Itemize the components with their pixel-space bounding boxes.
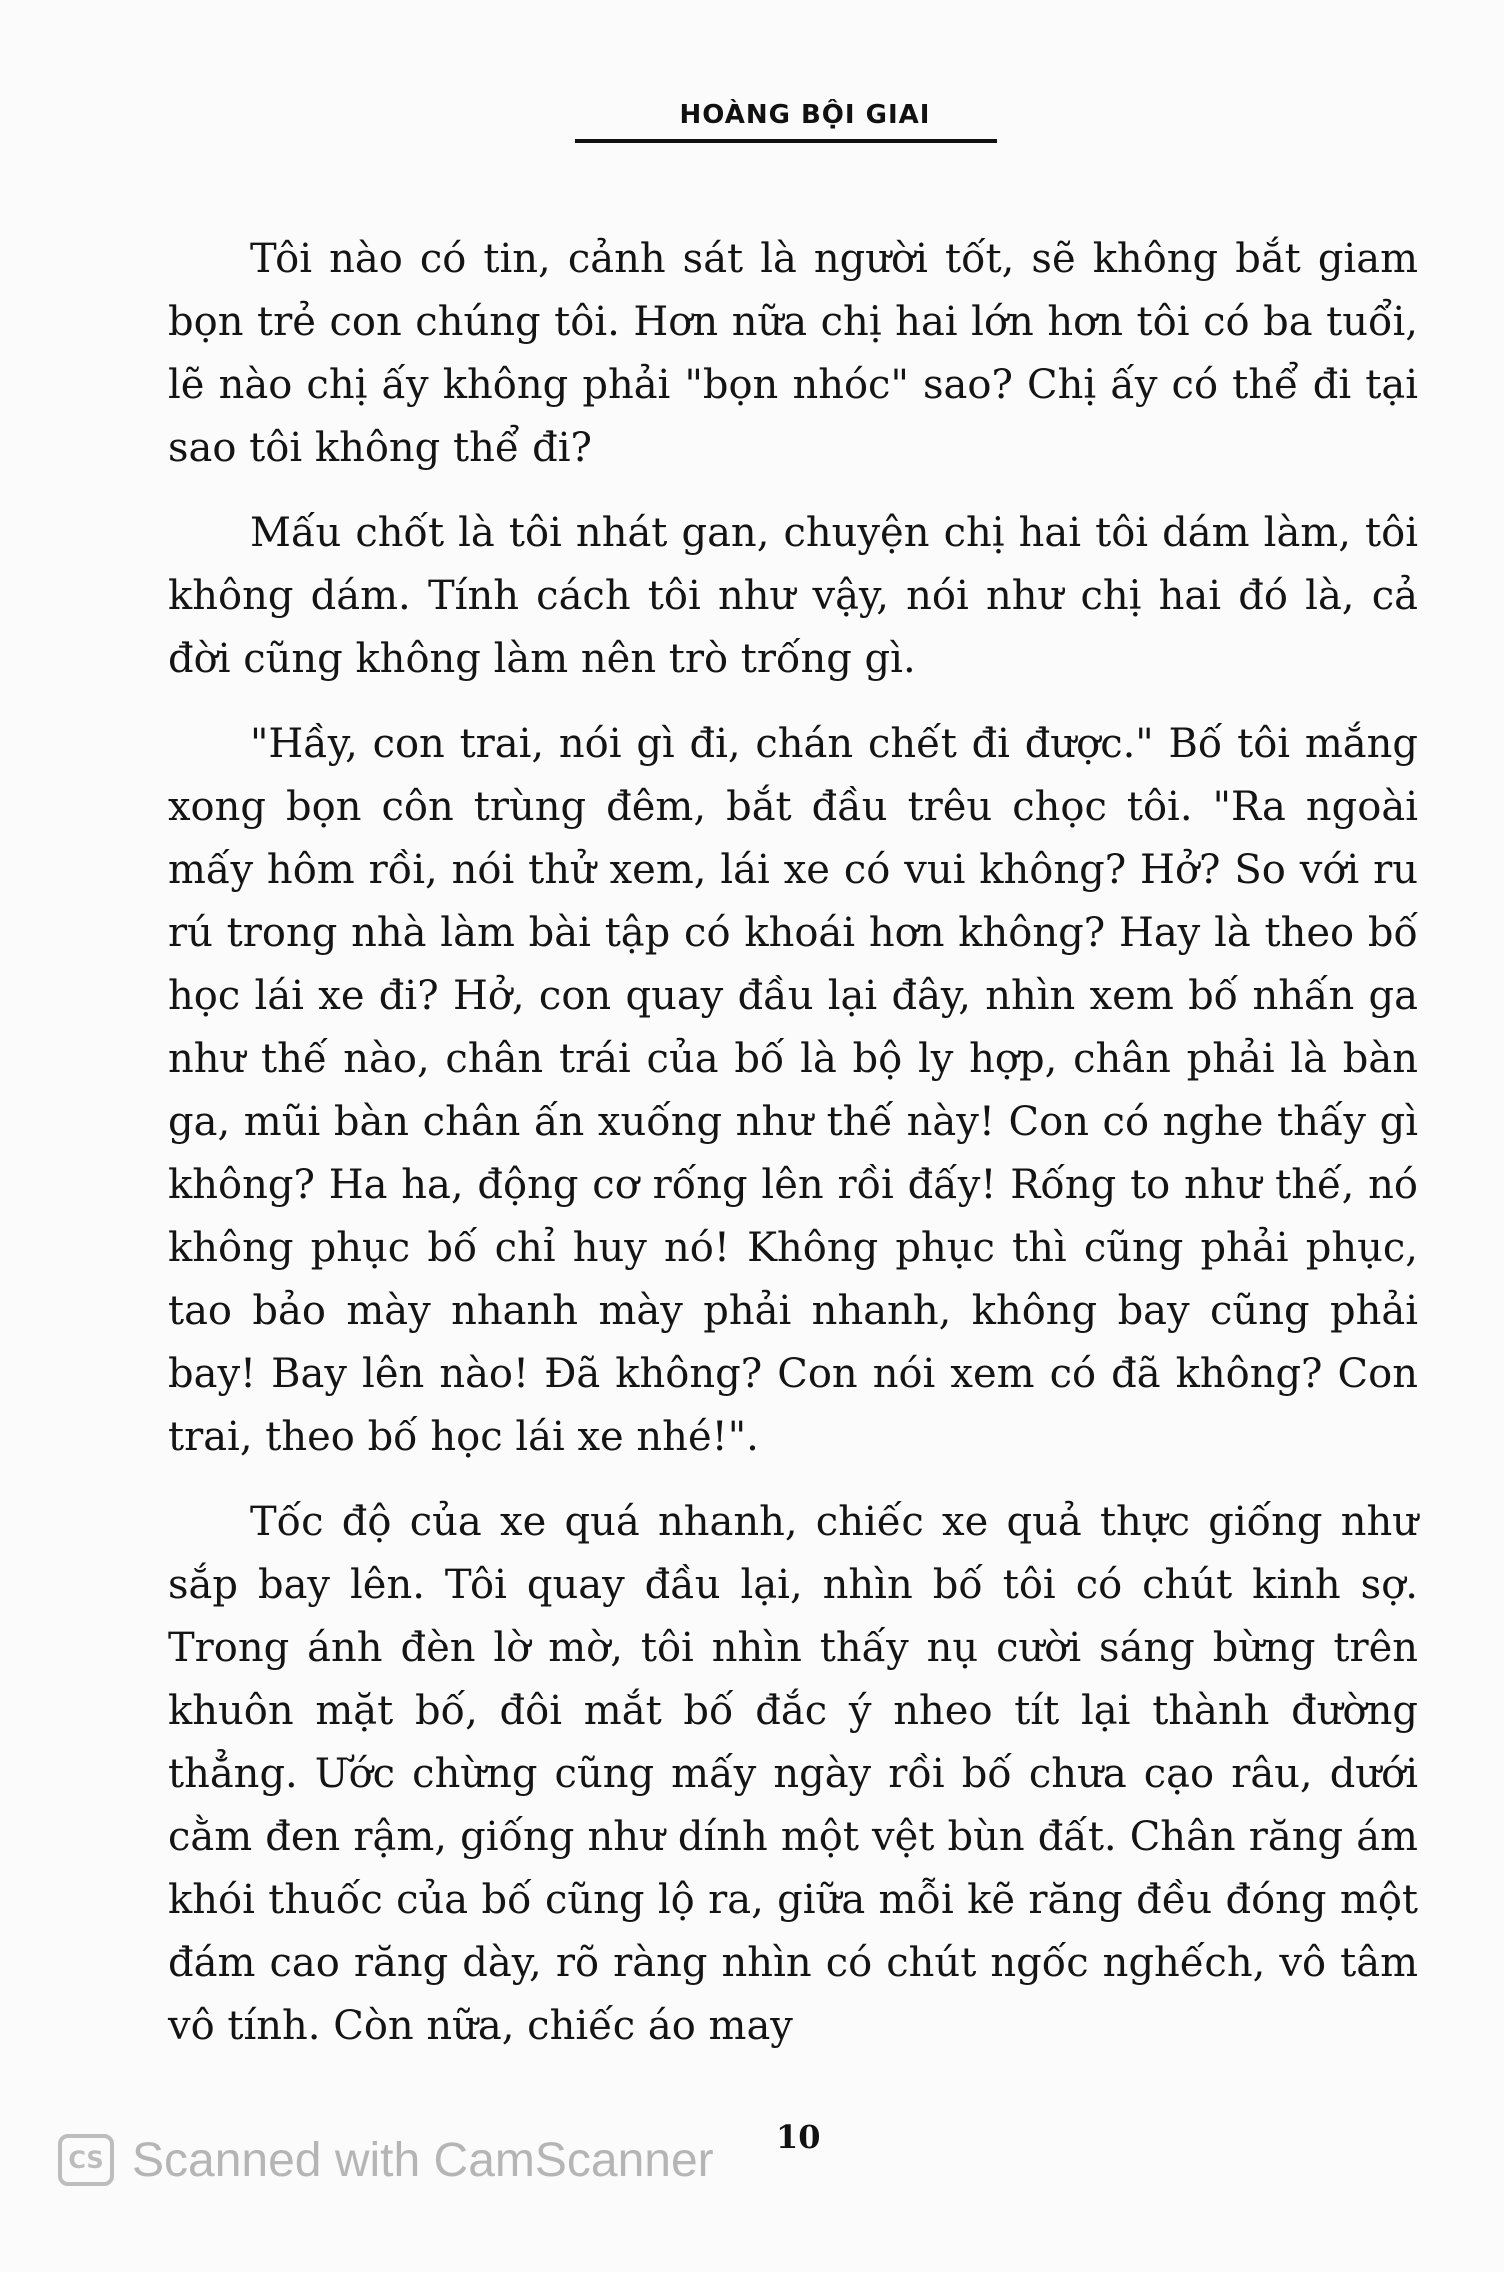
paragraph: Tốc độ của xe quá nhanh, chiếc xe quả thực giống như sắp bay lên. Tôi quay đầu lại, nhìn bố tôi có chút kinh sợ. Trong ánh đèn lờ mờ, tôi nhìn thấy nụ cười sáng bừng trên khuôn mặt bố, đôi mắt bố đắc ý nheo tít lại thành đường thẳng. Ước chừng cũng mấy ngày rồi bố chưa cạo râu, dưới cằm đen rậm, giống như dính một vệt bùn đất. Chân răng ám khói thuốc của bố cũng lộ ra, giữa mỗi kẽ răng đều đóng một đám cao răng dày, rõ ràng nhìn có chút ngốc nghếch, vô tâm vô tính. Còn nữa, chiếc áo may [168,1499,1418,2049]
body-text [168,228,1418,2080]
header-rule [575,139,997,143]
header-title: HOÀNG BỘI GIAI [679,100,931,130]
paragraph: Tôi nào có tin, cảnh sát là người tốt, sẽ không bắt giam bọn trẻ con chúng tôi. Hơn nữa chị hai lớn hơn tôi có ba tuổi, lẽ nào chị ấy không phải "bọn nhóc" sao? Chị ấy có thể đi tại sao tôi không thể đi? [168,236,1418,471]
camscanner-watermark [58,2128,714,2192]
paragraph: Mấu chốt là tôi nhát gan, chuyện chị hai tôi dám làm, tôi không dám. Tính cách tôi như vậy, nói như chị hai đó là, cả đời cũng không làm nên trò trống gì. [168,510,1418,682]
page-number: 10 [776,2118,821,2156]
camscanner-logo-icon: CS [58,2134,114,2186]
watermark-text: Scanned with CamScanner [132,2133,714,2187]
paragraph: "Hầy, con trai, nói gì đi, chán chết đi được." Bố tôi mắng xong bọn côn trùng đêm, bắt đầu trêu chọc tôi. "Ra ngoài mấy hôm rồi, nói thử xem, lái xe có vui không? Hở? So với ru rú trong nhà làm bài tập có khoái hơn không? Hay là theo bố học lái xe đi? Hở, con quay đầu lại đây, nhìn xem bố nhấn ga như thế nào, chân trái của bố là bộ ly hợp, chân phải là bàn ga, mũi bàn chân ấn xuống như thế này! Con có nghe thấy gì không? Ha ha, động cơ rống lên rồi đấy! Rống to như thế, nó không phục bố chỉ huy nó! Không phục thì cũng phải phục, tao bảo mày nhanh mày phải nhanh, không bay cũng phải bay! Bay lên nào! Đã không? Con nói xem có đã không? Con trai, theo bố học lái xe nhé!". [168,721,1418,1460]
running-header [570,100,1000,130]
